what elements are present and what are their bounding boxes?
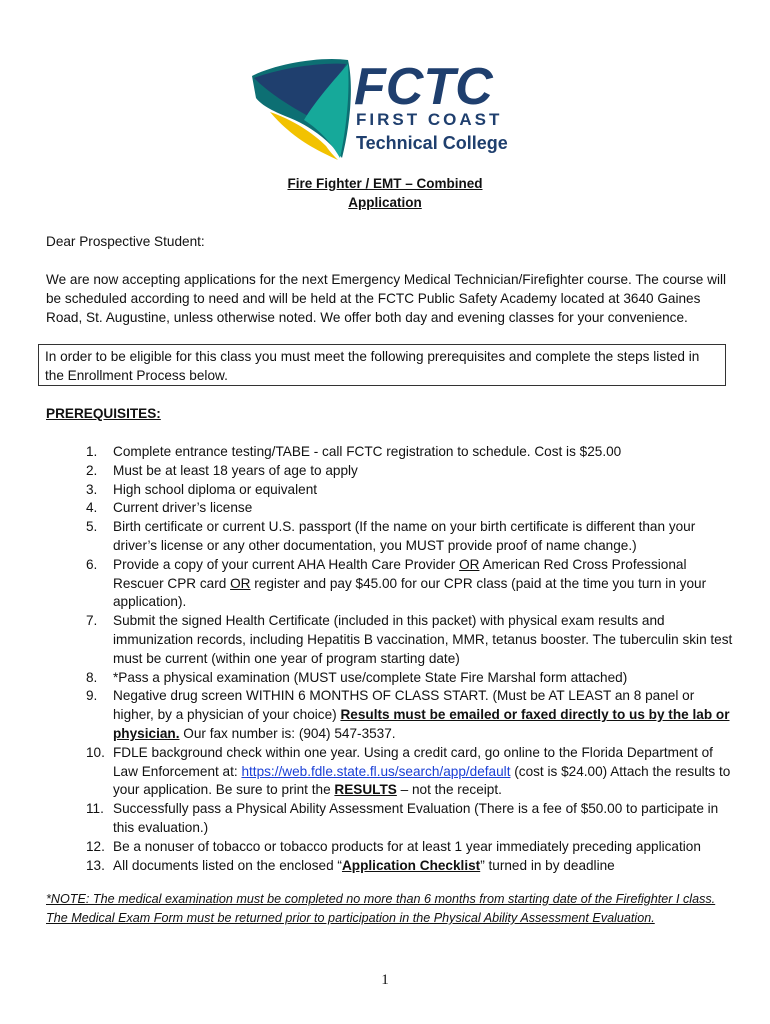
item-number: 3. [86,481,98,497]
prerequisites-list [46,443,736,875]
item-text: Successfully pass a Physical Ability Assessment Evaluation (There is a fee of $50.00 to participate in this evaluation.) [113,801,719,835]
item-text: (cost is $24.00) Attach the results to your application. Be sure to print the [113,763,731,798]
item-number: 12. [86,838,105,854]
list-item [46,744,736,800]
list-item [46,462,736,481]
item-text: High school diploma or equivalent [113,481,318,497]
item-number: 9. [86,688,98,704]
page-number: 1 [381,972,389,988]
item-number: 5. [86,519,98,535]
item-text: register and pay $45.00 for our CPR class (paid at the time you turn in your application). [113,575,707,610]
item-text: Must be at least 18 years of age to apply [113,462,358,478]
results-emphasis: RESULTS [334,782,397,798]
list-item [46,857,736,876]
document-subtitle: Application [348,195,422,210]
item-number: 2. [86,462,98,478]
fctc-logo-graphic [250,46,530,164]
logo-acronym: FCTC [354,58,493,116]
item-number: 11. [86,801,104,817]
list-item [46,612,736,668]
item-text: – not the receipt. [396,782,502,798]
item-text: Submit the signed Health Certificate (included in this packet) with physical exam results and immunization records, including Hepatitis B vaccination, MMR, tetanus booster. The tuberculin skin test must be current (within one year of program starting date) [113,613,733,666]
item-number: 4. [86,500,98,516]
fctc-logo [250,46,530,164]
or-emphasis: OR [230,575,251,591]
item-text: All documents listed on the enclosed “ [113,857,342,873]
intro-paragraph: We are now accepting applications for the next Emergency Medical Technician/Firefighter course. The course will be scheduled according to need and will be held at the FCTC Public Safety Academy located at 3640 Gaines Road, St. Augustine, unless otherwise noted. We offer both day and evening classes for your convenience. [46,272,727,325]
item-text: *Pass a physical examination (MUST use/complete State Fire Marshal form attached) [113,669,628,685]
item-number: 1. [86,444,98,459]
list-item [46,518,736,556]
prerequisites-heading: PREREQUISITES: [46,406,161,421]
document-title: Fire Fighter / EMT – Combined [287,176,483,191]
item-text: Negative drug screen WITHIN 6 MONTHS OF CLASS START. (Must be AT LEAST an 8 panel or higher, by a physician of your choice) [113,688,695,723]
item-number: 7. [86,613,98,629]
or-emphasis: OR [459,556,480,572]
logo-line1: FIRST COAST [356,110,503,129]
list-item [46,838,736,857]
item-text: Complete entrance testing/TABE - call FCTC registration to schedule. Cost is $25.00 [113,444,622,459]
list-item [46,443,736,462]
list-item [46,556,736,612]
item-number: 6. [86,556,98,572]
item-text: FDLE background check within one year. Using a credit card, go online to the Florida Department of Law Enforcement at: [113,744,713,779]
list-item [46,800,736,838]
list-item [46,687,736,743]
list-item [46,669,736,688]
item-text: Our fax number is: (904) 547-3537. [179,725,396,741]
item-text: Current driver’s license [113,500,253,516]
item-text: Be a nonuser of tobacco or tobacco products for at least 1 year immediately preceding application [113,838,701,854]
item-number: 13. [86,857,105,873]
item-text: Provide a copy of your current AHA Health Care Provider [113,556,460,572]
greeting: Dear Prospective Student: [46,234,205,249]
fdle-link[interactable]: https://web.fdle.state.fl.us/search/app/default [241,763,511,779]
item-text: American Red Cross Professional Rescuer CPR card [113,556,687,591]
item-text: ” turned in by deadline [480,857,615,873]
item-number: 10. [86,744,105,760]
item-number: 8. [86,669,98,685]
item-text: Birth certificate or current U.S. passport (If the name on your birth certificate is different than your driver’s license or any other documentation, you MUST provide proof of name change.) [113,519,696,553]
eligibility-notice-box: In order to be eligible for this class you must meet the following prerequisites and complete the steps listed in the Enrollment Process below. [38,344,726,386]
logo-line2: Technical College [356,133,508,153]
medical-exam-note: *NOTE: The medical examination must be completed no more than 6 months from starting date of the Firefighter I class. The Medical Exam Form must be returned prior to participation in the Physical Ability Assessment Evaluation. [46,892,716,925]
checklist-emphasis: Application Checklist [341,857,481,873]
results-emphasis: Results must be emailed or faxed directly to us by the lab or physician. [113,707,730,741]
list-item [46,499,736,518]
list-item [46,481,736,500]
